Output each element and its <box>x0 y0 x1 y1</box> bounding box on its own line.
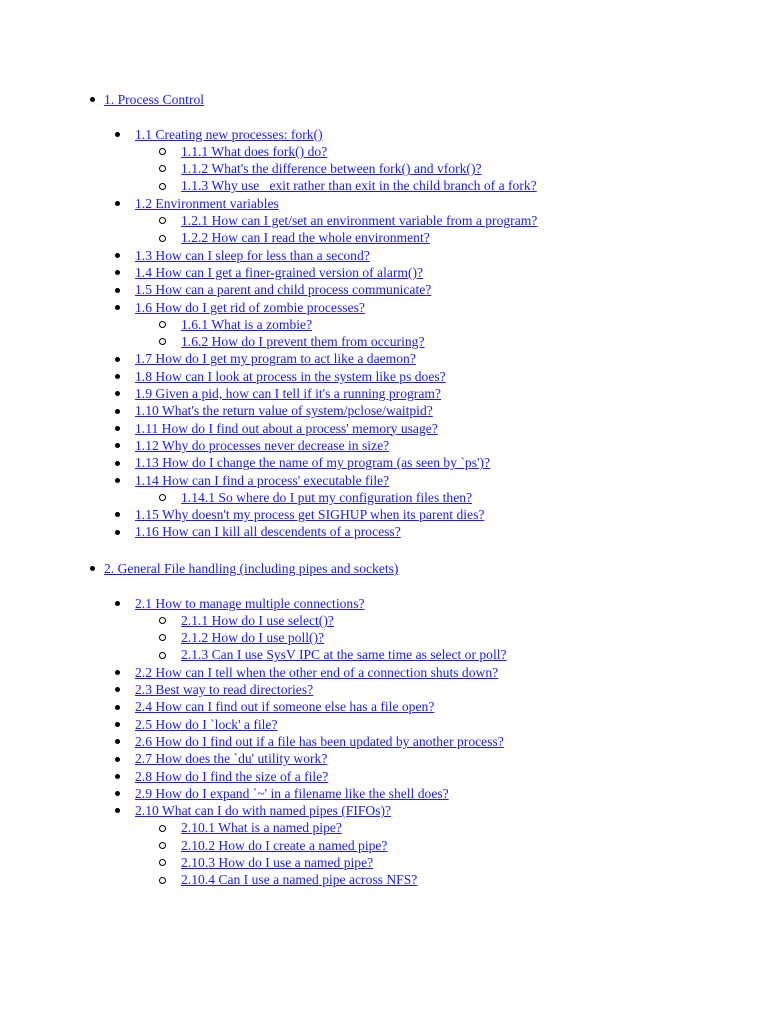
subitem-bullet <box>153 333 171 350</box>
toc-link-2-1[interactable]: 2.1 How to manage multiple connections? <box>135 595 365 611</box>
toc-link-1-7[interactable]: 1.7 How do I get my program to act like a daemon? <box>135 351 416 367</box>
toc-link-1-16-row <box>135 523 401 540</box>
bullet-dot-icon <box>115 409 120 414</box>
toc-link-1-2[interactable]: 1.2 Environment variables <box>135 195 279 211</box>
toc-link-2-10-4[interactable]: 2.10.4 Can I use a named pipe across NFS? <box>181 872 418 888</box>
toc-link-1-10[interactable]: 1.10 What's the return value of system/pclose/waitpid? <box>135 403 433 419</box>
bullet-dot-icon <box>115 705 120 710</box>
toc-link-1-11-row <box>135 420 438 437</box>
toc-link-2-1-1-row <box>181 612 334 629</box>
section-bullet <box>83 91 101 108</box>
bullet-circle-icon <box>159 183 166 190</box>
toc-link-1-7-row <box>135 350 416 367</box>
toc-link-1-15-row <box>135 506 484 523</box>
toc-link-1-2-2[interactable]: 1.2.2 How can I read the whole environment? <box>181 230 430 246</box>
section-bullet <box>83 560 101 577</box>
toc-link-2-7[interactable]: 2.7 How does the `du' utility work? <box>135 751 328 767</box>
toc-link-1-8[interactable]: 1.8 How can I look at process in the system like ps does? <box>135 368 446 384</box>
item-bullet <box>108 437 126 454</box>
bullet-circle-icon <box>159 321 166 328</box>
section-link-2-row <box>104 560 398 577</box>
bullet-dot-icon <box>115 478 120 483</box>
item-bullet <box>108 768 126 785</box>
item-bullet <box>108 750 126 767</box>
toc-link-1-9-row <box>135 385 441 402</box>
item-bullet <box>108 733 126 750</box>
toc-link-2-7-row <box>135 750 327 767</box>
subitem-bullet <box>153 160 171 177</box>
bullet-dot-icon <box>115 132 120 137</box>
toc-link-1-10-row <box>135 402 433 419</box>
bullet-dot-icon <box>115 530 120 535</box>
bullet-dot-icon <box>115 305 120 310</box>
toc-link-2-10-row <box>135 802 391 819</box>
bullet-circle-icon <box>159 494 166 501</box>
toc-link-2-1-3-row <box>181 646 507 663</box>
toc-link-1-13[interactable]: 1.13 How do I change the name of my program (as seen by `ps')? <box>135 455 491 471</box>
subitem-bullet <box>153 229 171 246</box>
toc-link-1-3-row <box>135 247 370 264</box>
bullet-dot-icon <box>115 808 120 813</box>
toc-link-2-10-2[interactable]: 2.10.2 How do I create a named pipe? <box>181 837 388 853</box>
toc-link-1-6-1-row <box>181 316 312 333</box>
item-bullet <box>108 472 126 489</box>
toc-link-2-1-2-row <box>181 629 324 646</box>
subitem-bullet <box>153 646 171 663</box>
bullet-dot-icon <box>115 739 120 744</box>
toc-link-2-8[interactable]: 2.8 How do I find the size of a file? <box>135 768 329 784</box>
item-bullet <box>108 402 126 419</box>
bullet-circle-icon <box>159 235 166 242</box>
bullet-dot-icon <box>115 774 120 779</box>
item-bullet <box>108 506 126 523</box>
toc-link-2-3[interactable]: 2.3 Best way to read directories? <box>135 682 314 697</box>
item-bullet <box>108 350 126 367</box>
toc-link-2-5-row <box>135 716 278 733</box>
bullet-dot-icon <box>115 757 120 762</box>
toc-link-1-14-1[interactable]: 1.14.1 So where do I put my configuration files then? <box>181 489 473 505</box>
toc-link-2-8-row <box>135 768 328 785</box>
toc-link-1-6-2[interactable]: 1.6.2 How do I prevent them from occuring? <box>181 334 425 350</box>
subitem-bullet <box>153 177 171 194</box>
toc-link-2-10-3[interactable]: 2.10.3 How do I use a named pipe? <box>181 855 374 870</box>
bullet-circle-icon <box>159 842 166 849</box>
toc-link-1-2-1-row <box>181 212 537 229</box>
bullet-circle-icon <box>159 859 166 866</box>
bullet-dot-icon <box>115 791 120 796</box>
toc-link-2-6[interactable]: 2.6 How do I find out if a file has been updated by another process? <box>135 733 504 749</box>
bullet-dot-icon <box>90 566 95 571</box>
section-link-1[interactable]: 1. Process Control <box>104 92 205 107</box>
toc-link-1-1-3-row <box>181 177 537 194</box>
bullet-circle-icon <box>159 165 166 172</box>
item-bullet <box>108 802 126 819</box>
toc-link-2-1-1[interactable]: 2.1.1 How do I use select()? <box>181 612 334 628</box>
toc-link-1-1-1[interactable]: 1.1.1 What does fork() do? <box>181 143 328 159</box>
bullet-dot-icon <box>115 253 120 258</box>
toc-link-2-1-3[interactable]: 2.1.3 Can I use SysV IPC at the same time as select or poll? <box>181 647 507 663</box>
toc-link-2-9[interactable]: 2.9 How do I expand `~' in a filename like the shell does? <box>135 785 449 801</box>
toc-link-1-11[interactable]: 1.11 How do I find out about a process' memory usage? <box>135 420 438 436</box>
item-bullet <box>108 681 126 698</box>
toc-link-1-4[interactable]: 1.4 How can I get a finer-grained version of alarm()? <box>135 264 424 280</box>
section-link-1-row <box>104 91 204 108</box>
toc-link-2-3-row <box>135 681 313 698</box>
toc-link-1-4-row <box>135 264 423 281</box>
toc-link-1-5-row <box>135 281 431 298</box>
item-bullet <box>108 385 126 402</box>
toc-link-1-14-row <box>135 472 389 489</box>
toc-link-1-5[interactable]: 1.5 How can a parent and child process communicate? <box>135 282 432 298</box>
item-bullet <box>108 785 126 802</box>
toc-link-2-6-row <box>135 733 504 750</box>
toc-link-1-1-2[interactable]: 1.1.2 What's the difference between fork() and vfork()? <box>181 161 482 177</box>
item-bullet <box>108 420 126 437</box>
bullet-dot-icon <box>115 687 120 692</box>
subitem-bullet <box>153 819 171 836</box>
bullet-dot-icon <box>115 391 120 396</box>
toc-link-2-10-2-row <box>181 837 387 854</box>
toc-link-2-10-1-row <box>181 819 342 836</box>
toc-link-1-15[interactable]: 1.15 Why doesn't my process get SIGHUP when its parent dies? <box>135 507 485 523</box>
subitem-bullet <box>153 837 171 854</box>
toc-link-2-4-row <box>135 698 434 715</box>
toc-link-2-1-row <box>135 595 365 612</box>
bullet-circle-icon <box>159 148 166 155</box>
toc-link-2-5[interactable]: 2.5 How do I `lock' a file? <box>135 716 278 732</box>
item-bullet <box>108 281 126 298</box>
toc-link-2-10-3-row <box>181 854 373 871</box>
toc-link-1-2-2-row <box>181 229 430 246</box>
bullet-dot-icon <box>115 270 120 275</box>
toc-link-1-2-1[interactable]: 1.2.1 How can I get/set an environment variable from a program? <box>181 213 538 228</box>
bullet-circle-icon <box>159 634 166 641</box>
bullet-circle-icon <box>159 217 166 224</box>
toc-link-1-2-row <box>135 195 279 212</box>
subitem-bullet <box>153 489 171 506</box>
item-bullet <box>108 368 126 385</box>
toc-link-1-12[interactable]: 1.12 Why do processes never decrease in size? <box>135 437 390 453</box>
bullet-circle-icon <box>159 825 166 832</box>
toc-link-1-1-row <box>135 126 323 143</box>
toc-link-2-1-2[interactable]: 2.1.2 How do I use poll()? <box>181 630 325 646</box>
toc-link-1-16[interactable]: 1.16 How can I kill all descendents of a process? <box>135 524 401 540</box>
toc-link-1-1-1-row <box>181 143 327 160</box>
toc-link-1-1-2-row <box>181 160 482 177</box>
toc-link-1-3[interactable]: 1.3 How can I sleep for less than a second? <box>135 247 370 263</box>
bullet-dot-icon <box>115 670 120 675</box>
item-bullet <box>108 195 126 212</box>
toc-link-2-4[interactable]: 2.4 How can I find out if someone else has a file open? <box>135 699 435 715</box>
toc-link-1-8-row <box>135 368 446 385</box>
item-bullet <box>108 716 126 733</box>
bullet-dot-icon <box>115 426 120 431</box>
bullet-dot-icon <box>115 288 120 293</box>
bullet-dot-icon <box>115 201 120 206</box>
bullet-circle-icon <box>159 877 166 884</box>
subitem-bullet <box>153 143 171 160</box>
bullet-circle-icon <box>159 652 166 659</box>
item-bullet <box>108 247 126 264</box>
bullet-dot-icon <box>115 374 120 379</box>
item-bullet <box>108 664 126 681</box>
subitem-bullet <box>153 629 171 646</box>
toc-link-1-6[interactable]: 1.6 How do I get rid of zombie processes? <box>135 299 365 315</box>
bullet-circle-icon <box>159 617 166 624</box>
bullet-dot-icon <box>90 97 95 102</box>
bullet-dot-icon <box>115 443 120 448</box>
bullet-dot-icon <box>115 512 120 517</box>
bullet-circle-icon <box>159 338 166 345</box>
subitem-bullet <box>153 871 171 888</box>
toc-link-2-10[interactable]: 2.10 What can I do with named pipes (FIFOs)? <box>135 803 392 819</box>
item-bullet <box>108 454 126 471</box>
bullet-dot-icon <box>115 357 120 362</box>
bullet-dot-icon <box>115 722 120 727</box>
toc-link-1-9[interactable]: 1.9 Given a pid, how can I tell if it's a running program? <box>135 386 441 401</box>
toc-link-1-6-row <box>135 299 365 316</box>
item-bullet <box>108 126 126 143</box>
subitem-bullet <box>153 854 171 871</box>
toc-link-1-12-row <box>135 437 389 454</box>
toc-link-1-6-1[interactable]: 1.6.1 What is a zombie? <box>181 316 313 332</box>
toc-link-1-1-3[interactable]: 1.1.3 Why use _exit rather than exit in the child branch of a fork? <box>181 178 537 194</box>
toc-link-2-10-1[interactable]: 2.10.1 What is a named pipe? <box>181 820 342 836</box>
subitem-bullet <box>153 316 171 333</box>
item-bullet <box>108 264 126 281</box>
toc-link-1-14[interactable]: 1.14 How can I find a process' executable file? <box>135 472 390 488</box>
toc-link-1-14-1-row <box>181 489 472 506</box>
subitem-bullet <box>153 212 171 229</box>
toc-link-1-13-row <box>135 454 490 471</box>
toc-link-1-6-2-row <box>181 333 425 350</box>
subitem-bullet <box>153 612 171 629</box>
section-link-2[interactable]: 2. General File handling (including pipes and sockets) <box>104 561 399 576</box>
bullet-dot-icon <box>115 461 120 466</box>
toc-link-2-10-4-row <box>181 871 417 888</box>
item-bullet <box>108 698 126 715</box>
toc-link-2-9-row <box>135 785 449 802</box>
toc-link-2-2[interactable]: 2.2 How can I tell when the other end of a connection shuts down? <box>135 664 499 680</box>
item-bullet <box>108 523 126 540</box>
item-bullet <box>108 595 126 612</box>
toc-link-1-1[interactable]: 1.1 Creating new processes: fork() <box>135 126 323 142</box>
item-bullet <box>108 299 126 316</box>
bullet-dot-icon <box>115 601 120 606</box>
toc-link-2-2-row <box>135 664 498 681</box>
